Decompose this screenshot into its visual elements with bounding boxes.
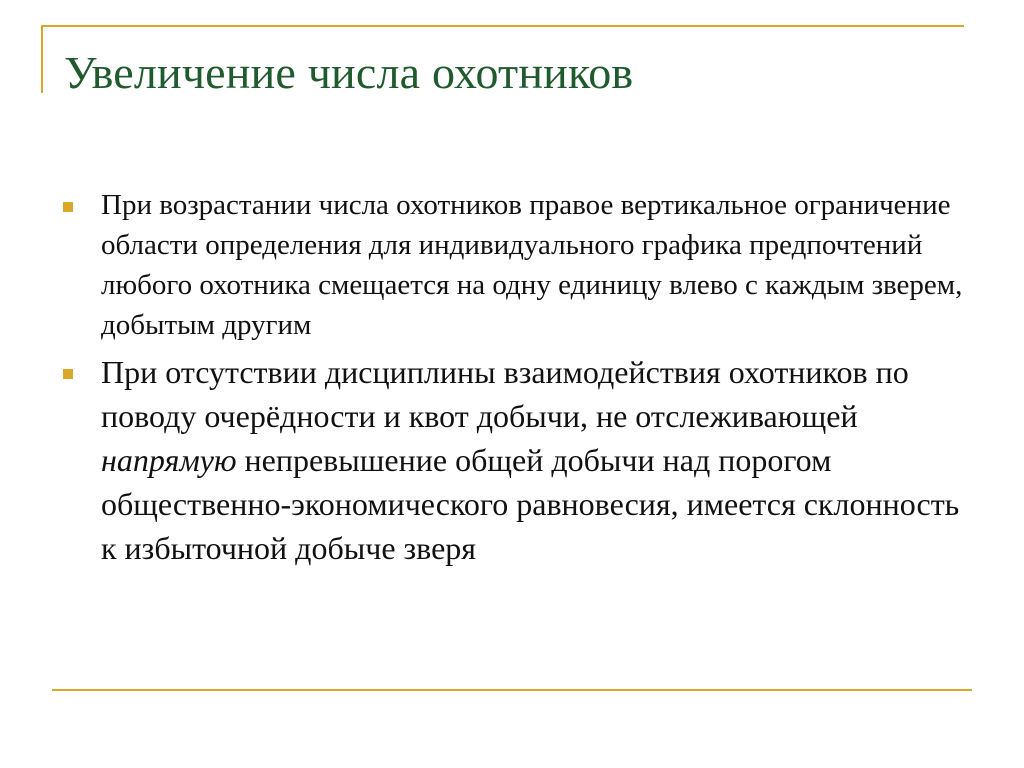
- emphasis-text: напрямую: [101, 442, 237, 478]
- left-border-line: [41, 25, 43, 93]
- square-bullet-icon: [63, 369, 73, 379]
- square-bullet-icon: [63, 202, 73, 212]
- bullet-text: При возрастании числа охотников правое вертикальное ограничение области определения для индивидуального графика предпочтений любого охотника смещается на одну единицу влево с каждым зверем, добытым другим: [101, 189, 963, 341]
- bullet-text: [101, 354, 959, 566]
- bottom-border-line: [52, 689, 972, 691]
- slide-title: Увеличение числа охотников: [64, 47, 634, 98]
- bullet-list: [63, 185, 973, 570]
- bullet-item: [63, 185, 973, 345]
- bullet-text-part: При отсутствии дисциплины взаимодействия охотников по поводу очерёдности и квот добычи, не отслеживающей: [101, 354, 909, 434]
- bullet-text-part: непревышение общей добычи над порогом общественно-экономического равновесия, имеется склонность к избыточной добыче зверя: [101, 442, 960, 566]
- top-border-line: [41, 25, 964, 27]
- bullet-item: [63, 350, 973, 570]
